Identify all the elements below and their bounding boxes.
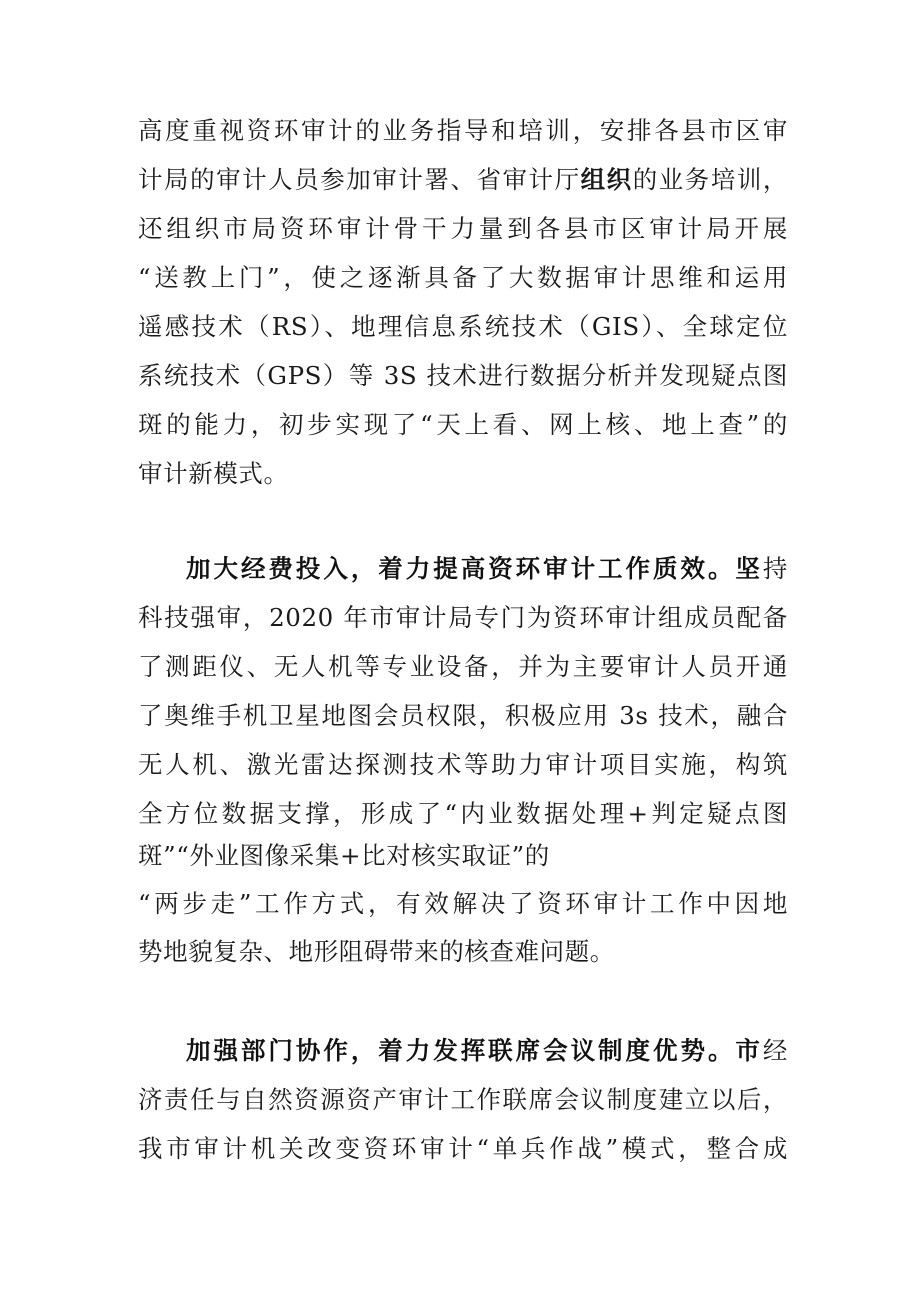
paragraph-3-line-3: 我市审计机关改变资环审计“单兵作战”模式，整合成	[138, 1134, 788, 1163]
paragraph-1-line-2-text-c: 的业务培训，	[632, 165, 788, 194]
paragraph-1-line-1: 高度重视资环审计的业务指导和培训，安排各县市区审	[138, 116, 788, 145]
paragraph-1-line-5: 遥感技术（RS）、地理信息系统技术（GIS）、全球定位	[138, 312, 788, 341]
paragraph-1-line-2	[138, 156, 788, 204]
paragraph-3-line-2: 济责任与自然资源资产审计工作联席会议制度建立以后，	[138, 1085, 788, 1114]
paragraph-3-line-1	[186, 1027, 788, 1075]
paragraph-2-line-5: 无人机、激光雷达探测技术等助力审计项目实施，构筑	[138, 750, 788, 779]
paragraph-2-line-8: “两步走”工作方式，有效解决了资环审计工作中因地	[138, 889, 788, 918]
paragraph-2-line-7: 斑”“外业图像采集+比对核实取证”的	[138, 841, 550, 870]
paragraph-1-line-2-text-a: 计局的审计人员参加审计署、省审计厅	[138, 165, 581, 194]
paragraph-1-line-8: 审计新模式。	[138, 459, 289, 488]
paragraph-2-line-2: 科技强审，2020 年市审计局专门为资环审计组成员配备	[138, 603, 788, 632]
paragraph-2-line-1	[186, 545, 788, 593]
paragraph-2-heading: 加大经费投入，着力提高资环审计工作质效。坚	[186, 554, 763, 583]
paragraph-3-line-1-rest: 经	[762, 1036, 788, 1065]
paragraph-1-line-4: “送教上门”，使之逐渐具备了大数据审计思维和运用	[138, 263, 788, 292]
paragraph-2-line-6: 全方位数据支撑，形成了“内业数据处理+判定疑点图	[138, 799, 788, 828]
paragraph-1-line-2-bold-word: 组织	[580, 165, 633, 194]
paragraph-1-line-3: 还组织市局资环审计骨干力量到各县市区审计局开展	[138, 214, 788, 243]
paragraph-3-heading: 加强部门协作，着力发挥联席会议制度优势。市	[186, 1036, 763, 1065]
paragraph-2-line-4: 了奥维手机卫星地图会员权限，积极应用 3s 技术，融合	[138, 701, 788, 730]
paragraph-2-line-1-rest: 持	[762, 554, 788, 583]
paragraph-2-line-3: 了测距仪、无人机等专业设备，并为主要审计人员开通	[138, 652, 788, 681]
paragraph-1-line-7: 斑的能力，初步实现了“天上看、网上核、地上查”的	[138, 410, 788, 439]
paragraph-1-line-6: 系统技术（GPS）等 3S 技术进行数据分析并发现疑点图	[138, 361, 788, 390]
paragraph-2-line-9: 势地貌复杂、地形阻碍带来的核查难问题。	[138, 937, 615, 966]
